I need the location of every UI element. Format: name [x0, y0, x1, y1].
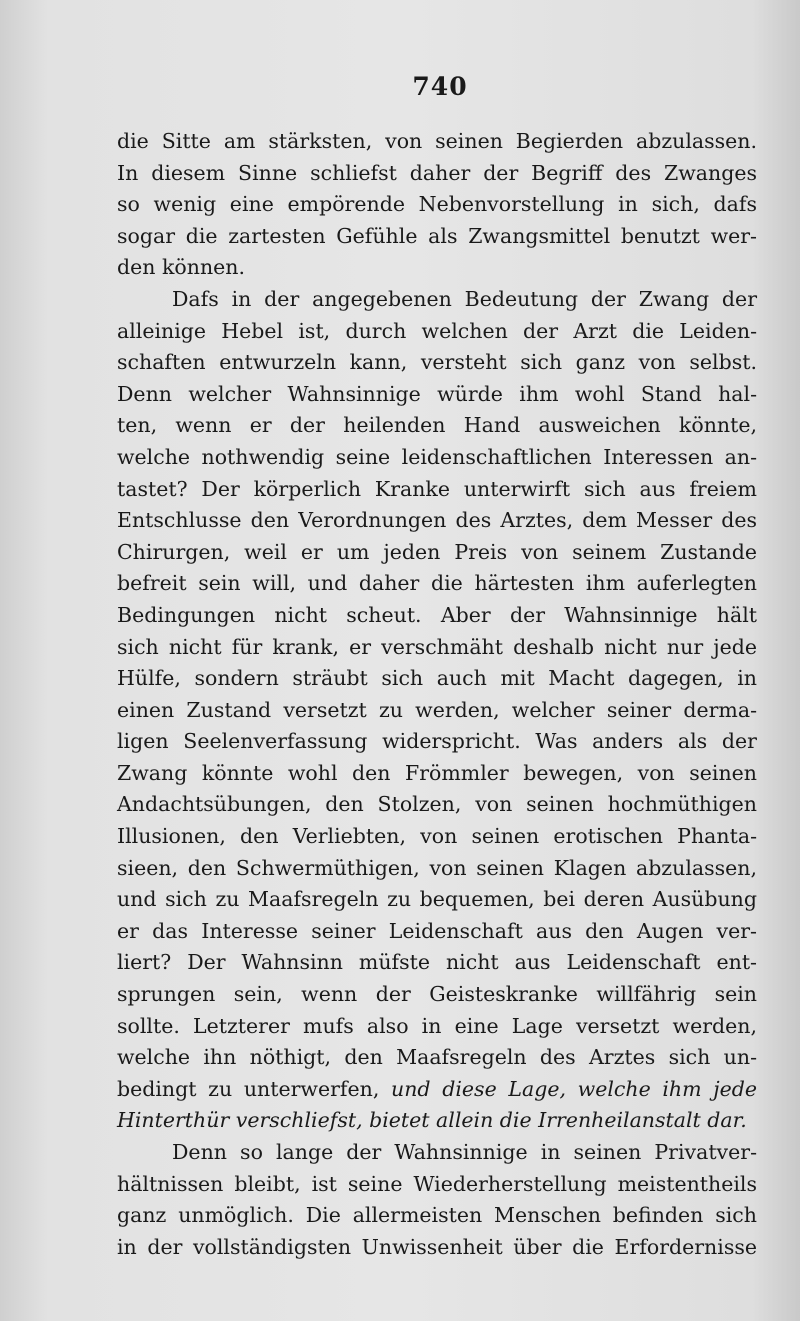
text-line: tastet? Der körperlich Kranke unterwirft sich aus freiem: [117, 476, 757, 501]
text-line: schaften entwurzeln kann, versteht sich ganz von selbst.: [117, 350, 757, 375]
body-text: [117, 126, 757, 1263]
text-line: welche nothwendig seine leidenschaftlichen Interessen an-: [117, 444, 757, 469]
text-line: sich nicht für krank, er verschmäht deshalb nicht nur jede: [117, 634, 757, 659]
text-line: hältnissen bleibt, ist seine Wiederherstellung meistentheils: [117, 1171, 757, 1196]
text-line: die Sitte am stärksten, von seinen Begierden abzulassen.: [117, 129, 757, 153]
text-line: ten, wenn er der heilenden Hand ausweichen könnte,: [117, 413, 757, 438]
text-line: ganz unmöglich. Die allermeisten Menschen befinden sich: [117, 1203, 757, 1228]
text-line: In diesem Sinne schliefst daher der Begriff des Zwanges: [117, 160, 757, 185]
text-segment-italic: und diese Lage, welche ihm jede: [391, 1076, 757, 1101]
text-line: Bedingungen nicht scheut. Aber der Wahnsinnige hält: [117, 602, 757, 627]
text-line: Entschlusse den Verordnungen des Arztes, dem Messer des: [117, 508, 757, 533]
text-line: Denn welcher Wahnsinnige würde ihm wohl Stand hal-: [117, 381, 757, 406]
text-line: Dafs in der angegebenen Bedeutung der Zwang der: [172, 286, 757, 311]
text-segment-roman: bedingt zu unterwerfen,: [117, 1076, 380, 1101]
text-line: und sich zu Maafsregeln zu bequemen, bei deren Ausübung: [117, 887, 757, 912]
text-line: sollte. Letzterer mufs also in eine Lage versetzt werden,: [117, 1013, 757, 1038]
text-line: er das Interesse seiner Leidenschaft aus den Augen ver-: [117, 918, 757, 943]
text-line: befreit sein will, und daher die härtesten ihm auferlegten: [117, 571, 757, 596]
text-line: Illusionen, den Verliebten, von seinen erotischen Phanta-: [117, 824, 757, 849]
page-number: 740: [412, 72, 468, 101]
text-line: ligen Seelenverfassung widerspricht. Was anders als der: [117, 729, 757, 754]
text-line: Denn so lange der Wahnsinnige in seinen Privatver-: [172, 1140, 757, 1164]
text-line: Andachtsübungen, den Stolzen, von seinen hochmüthigen: [117, 792, 757, 817]
text-line: liert? Der Wahnsinn müfste nicht aus Leidenschaft ent-: [117, 950, 757, 975]
text-line: Hülfe, sondern sträubt sich auch mit Macht dagegen, in: [117, 666, 757, 691]
text-line: alleinige Hebel ist, durch welchen der Arzt die Leiden-: [117, 318, 757, 343]
text-line-italic: Hinterthür verschliefst, bietet allein die Irrenheilanstalt dar.: [117, 1108, 747, 1133]
text-line: sieen, den Schwermüthigen, von seinen Klagen abzulassen,: [117, 855, 757, 880]
text-line: einen Zustand versetzt zu werden, welcher seiner derma-: [117, 697, 757, 722]
text-line: sprungen sein, wenn der Geisteskranke willfährig sein: [117, 982, 757, 1007]
text-line: Chirurgen, weil er um jeden Preis von seinem Zustande: [117, 539, 757, 564]
text-line: in der vollständigsten Unwissenheit über die Erfordernisse: [117, 1234, 757, 1259]
text-line: Zwang könnte wohl den Frömmler bewegen, von seinen: [117, 760, 757, 785]
text-line-mixed: [117, 1074, 757, 1106]
text-line: so wenig eine empörende Nebenvorstellung in sich, dafs: [117, 192, 757, 217]
text-line: welche ihn nöthigt, den Maafsregeln des Arztes sich un-: [117, 1045, 757, 1070]
text-line: sogar die zartesten Gefühle als Zwangsmittel benutzt wer-: [117, 223, 757, 248]
text-line: den können.: [117, 255, 245, 280]
